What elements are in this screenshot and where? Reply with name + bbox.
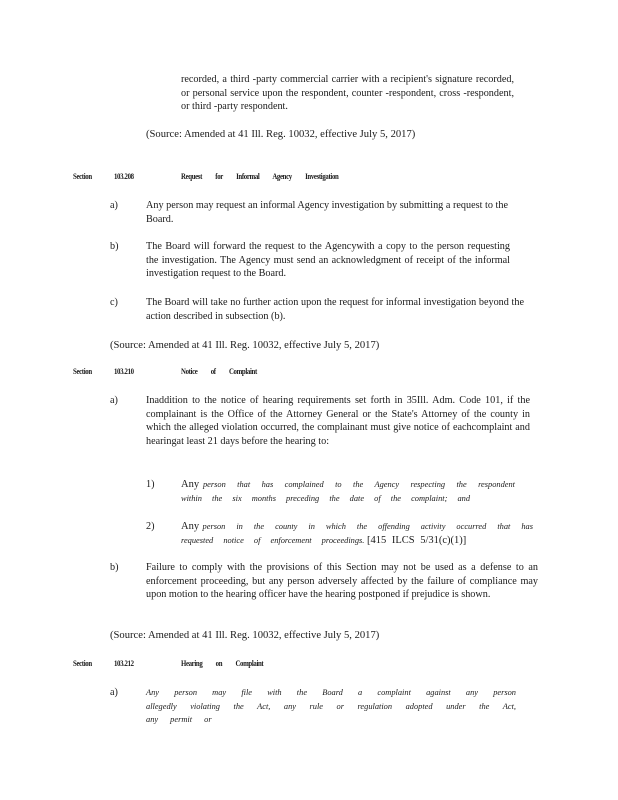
- item-marker: a): [110, 687, 118, 698]
- section-label: Section: [73, 659, 92, 668]
- continuation-paragraph: recorded, a third -party commercial carrier with a recipient's signature recorded, or personal service upon the respondent, counter -respondent, cross -respondent, or third -party respondent.: [181, 74, 514, 113]
- section-number: 103.208: [114, 172, 134, 181]
- item-text: The Board will forward the request to the Agencywith a copy to the person requesting the investigation. The Agency must send an acknowledgment of receipt of the informal investigation request to the Board.: [146, 241, 510, 280]
- source-note: (Source: Amended at 41 Ill. Reg. 10032, effective July 5, 2017): [146, 129, 416, 140]
- subitem-text: [181, 520, 533, 547]
- item-marker: a): [110, 395, 118, 406]
- item-text: Any person may request an informal Agency investigation by submitting a request to the Board.: [146, 200, 508, 225]
- subitem-italic-text: person in the county in which the offending activity occurred that has requested notice of enforcement proceedings.: [181, 522, 533, 545]
- item-italic-text: [146, 686, 516, 727]
- item-text: The Board will take no further action upon the request for informal investigation beyond the action described in subsection (b).: [146, 297, 524, 322]
- section-title: Hearing on Complaint: [181, 659, 264, 668]
- item-marker: b): [110, 562, 119, 573]
- subitem-lead: Any: [181, 479, 200, 490]
- section-title: Request for Informal Agency Investigation: [181, 172, 339, 181]
- item-text: Failure to comply with the provisions of this Section may not be used as a defense to an enforcement proceeding, but any person adversely affected by the failure of compliance may upon motion to the hearing officer have the hearing postponed if prejudice is shown.: [146, 562, 538, 601]
- subitem-lead: Any: [181, 521, 200, 532]
- statute-citation: [415 ILCS 5/31(c)(1)]: [366, 534, 467, 546]
- item-marker: c): [110, 297, 118, 308]
- source-note: (Source: Amended at 41 Ill. Reg. 10032, effective July 5, 2017): [110, 630, 380, 641]
- section-number: 103.212: [114, 659, 134, 668]
- item-text: Inaddition to the notice of hearing requirements set forth in 35Ill. Adm. Code 101, if the complainant is the Office of the Attorney General or the State's Attorney of the county in which the alleged violation occurred, the complainant must give notice of eachcomplaint and hearingat least 21 days before the hearing to:: [146, 395, 530, 447]
- section-title: Notice of Complaint: [181, 367, 257, 376]
- subitem-marker: 1): [146, 479, 155, 490]
- subitem-text: [181, 478, 515, 505]
- subitem-italic-text: person that has complained to the Agency respecting the respondent within the six months preceding the date of the complaint; and: [181, 480, 516, 503]
- subitem-marker: 2): [146, 521, 155, 532]
- section-label: Section: [73, 172, 92, 181]
- item-marker: b): [110, 241, 119, 252]
- section-number: 103.210: [114, 367, 134, 376]
- source-note: (Source: Amended at 41 Ill. Reg. 10032, effective July 5, 2017): [110, 340, 380, 351]
- item-marker: a): [110, 200, 118, 211]
- item-italic-span: Any person may file with the Board a complaint against any person allegedly violating the Act, any rule or regulation adopted under the Act, any permit or: [146, 688, 516, 725]
- section-label: Section: [73, 367, 92, 376]
